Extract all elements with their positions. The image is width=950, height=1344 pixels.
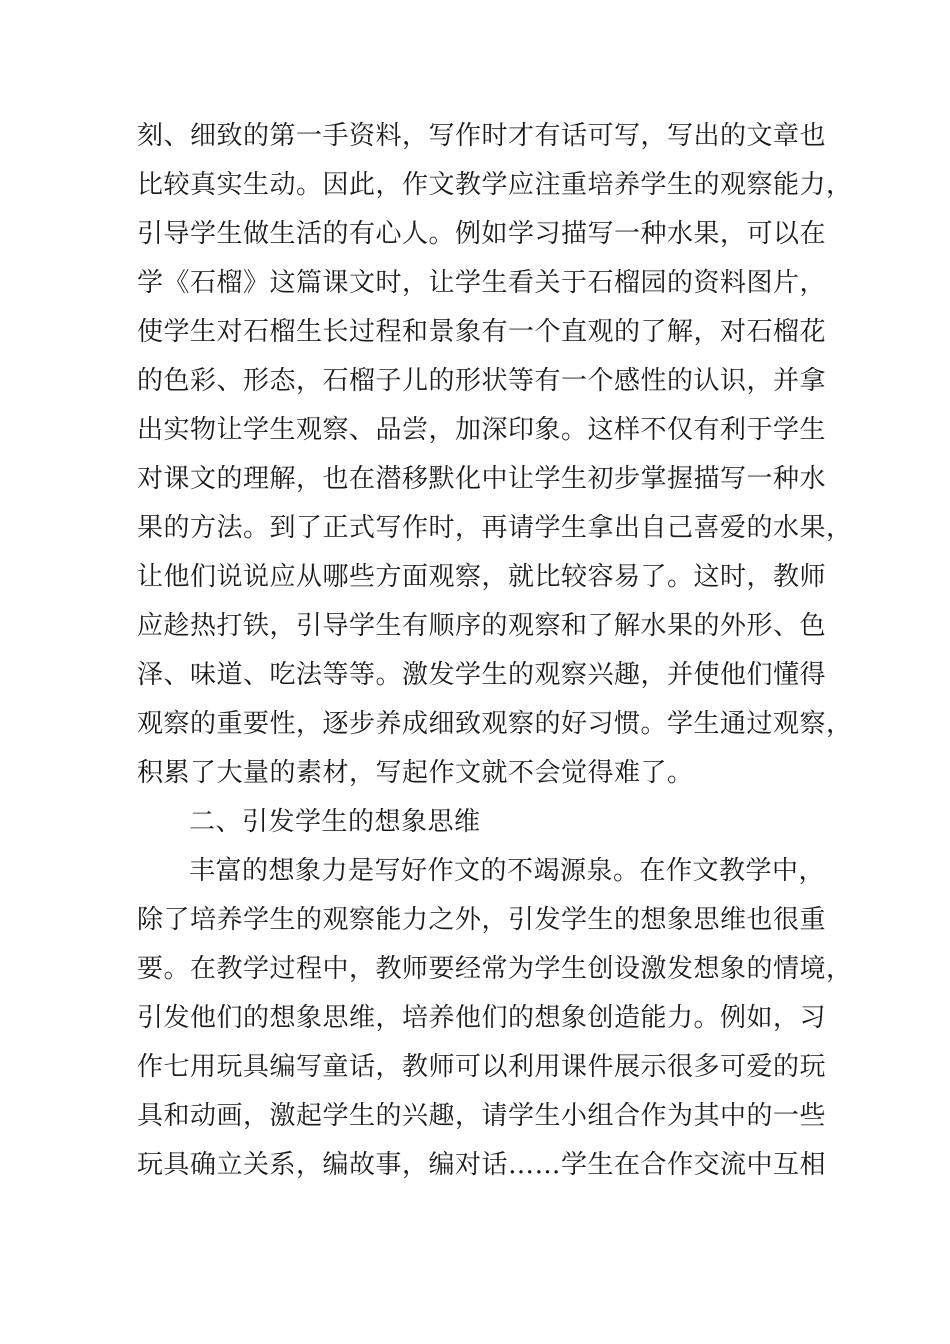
text-line: 学《石榴》这篇课文时，让学生看关于石榴园的资料图片，: [137, 268, 827, 298]
paragraph-first-line: 丰富的想象力是写好作文的不竭源泉。在作文教学中，: [189, 856, 826, 886]
text-line: 要。在教学过程中，教师要经常为学生创设激发想象的情境，: [137, 954, 853, 984]
text-line: 出实物让学生观察、品尝，加深印象。这样不仅有利于学生: [137, 415, 827, 445]
text-line: 果的方法。到了正式写作时，再请学生拿出自己喜爱的水果，: [137, 513, 853, 543]
text-line: 刻、细致的第一手资料，写作时才有话可写，写出的文章也: [137, 121, 827, 151]
section-heading: 二、引发学生的想象思维: [189, 807, 481, 837]
document-body: [137, 112, 853, 1190]
text-line: 玩具确立关系，编故事，编对话……学生在合作交流中互相: [137, 1150, 827, 1180]
text-line: 作七用玩具编写童话，教师可以利用课件展示很多可爱的玩: [137, 1052, 827, 1082]
text-line: 具和动画，激起学生的兴趣，请学生小组合作为其中的一些: [137, 1101, 827, 1131]
text-line: 对课文的理解，也在潜移默化中让学生初步掌握描写一种水: [137, 464, 827, 494]
text-line: 应趁热打铁，引导学生有顺序的观察和了解水果的外形、色: [137, 611, 827, 641]
text-line: 除了培养学生的观察能力之外，引发学生的想象思维也很重: [137, 905, 827, 935]
text-line: 引发他们的想象思维，培养他们的想象创造能力。例如，习: [137, 1003, 827, 1033]
text-line: 泽、味道、吃法等等。激发学生的观察兴趣，并使他们懂得: [137, 660, 827, 690]
text-line: 积累了大量的素材，写起作文就不会觉得难了。: [137, 758, 694, 788]
text-line: 观察的重要性，逐步养成细致观察的好习惯。学生通过观察，: [137, 709, 853, 739]
text-line: 引导学生做生活的有心人。例如学习描写一种水果，可以在: [137, 219, 827, 249]
text-line: 的色彩、形态，石榴子儿的形状等有一个感性的认识，并拿: [137, 366, 827, 396]
text-line: 使学生对石榴生长过程和景象有一个直观的了解，对石榴花: [137, 317, 827, 347]
text-line: 比较真实生动。因此，作文教学应注重培养学生的观察能力，: [137, 170, 853, 200]
text-line: 让他们说说应从哪些方面观察，就比较容易了。这时，教师: [137, 562, 827, 592]
